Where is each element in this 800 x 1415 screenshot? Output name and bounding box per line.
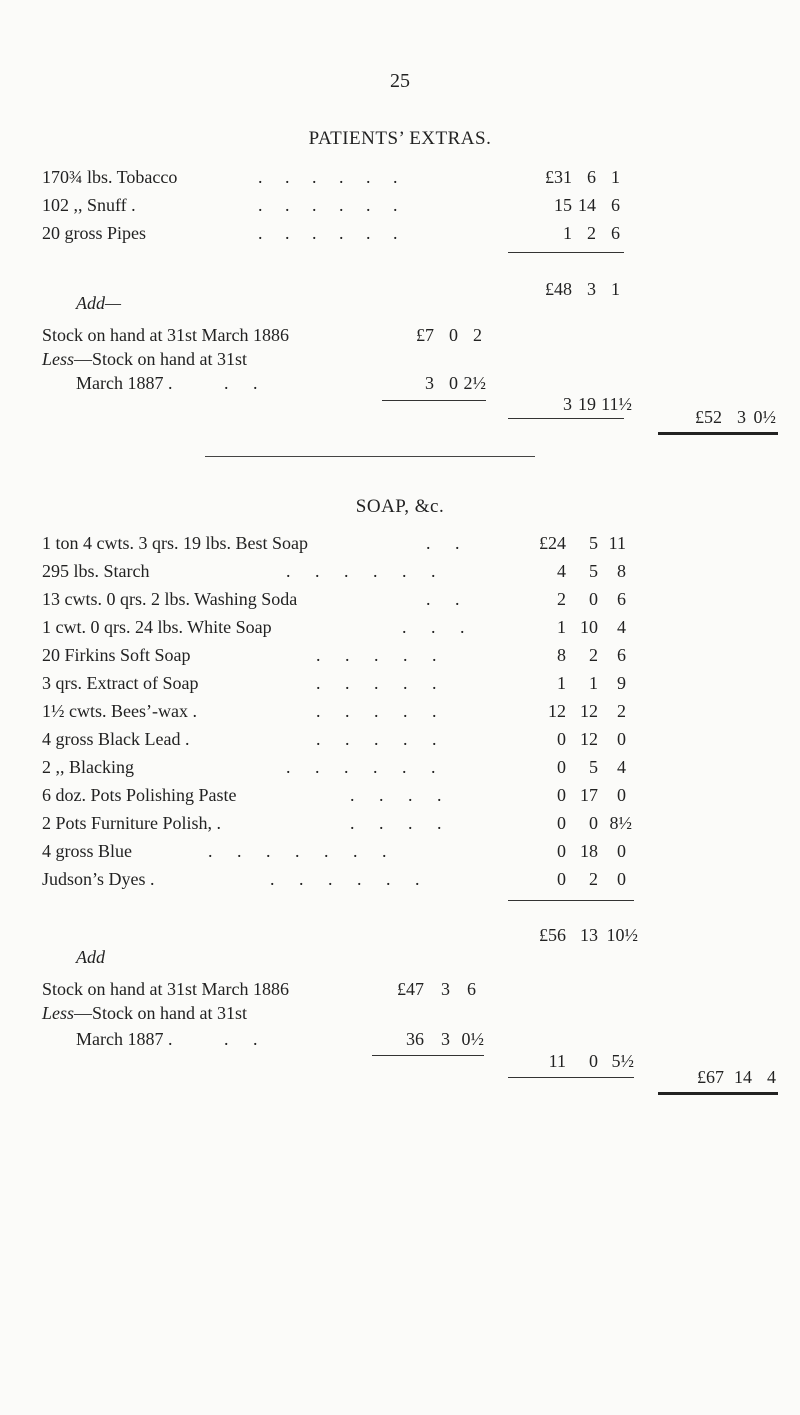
amount-pounds: 0 [557, 841, 566, 861]
stock-1886-text: Stock on hand at 31st March 1886 [42, 979, 289, 999]
leader-dots: . . . . . [316, 673, 447, 693]
leader-dots: . . . . [350, 813, 452, 833]
leader-dots: . . . . . . [286, 757, 446, 777]
difference-pounds: 3 [563, 394, 572, 414]
item-description: 2 Pots Furniture Polish, . [42, 813, 222, 833]
amount-pence: 11 [608, 533, 626, 553]
amount-pence: 8½ [609, 813, 632, 833]
stock-1887-text: —Stock on hand at 31st [74, 1003, 248, 1023]
item-description: 4 gross Black Lead . [42, 729, 190, 749]
stock-1887-date: March 1887 . [76, 1029, 173, 1049]
amount-pence: 6 [611, 223, 620, 243]
amount-shillings: 14 [578, 195, 596, 215]
leader-dots: . . . . . [316, 701, 447, 721]
difference-pounds: 11 [548, 1051, 566, 1071]
amount-pounds: £31 [545, 167, 572, 187]
amount-pence: 1 [611, 167, 620, 187]
item-description: 170¾ lbs. Tobacco [42, 167, 178, 187]
leader-dots: . . . . . . . [208, 841, 397, 861]
amount-pounds: 4 [557, 561, 566, 581]
amount-pence: 0 [617, 841, 626, 861]
section-title-soap: SOAP, &c. [355, 496, 445, 517]
amount-pounds: 1 [557, 673, 566, 693]
less-label: Less [42, 349, 75, 369]
total-pounds: £52 [695, 407, 722, 427]
amount-pounds: 0 [557, 869, 566, 889]
stock-1887-pounds: 3 [425, 373, 434, 393]
amount-shillings: 12 [580, 701, 598, 721]
subtotal-rule [508, 900, 634, 901]
leader-dots: . . . . . . [286, 561, 446, 581]
amount-pence: 0 [617, 869, 626, 889]
stock-1886-shillings: 0 [449, 325, 458, 345]
leader-dots: . . . . . . [258, 195, 407, 215]
amount-shillings: 0 [589, 589, 598, 609]
amount-pounds: 0 [557, 757, 566, 777]
stock-1886-pence: 2 [473, 325, 482, 345]
amount-pounds: 0 [557, 729, 566, 749]
amount-pence: 9 [617, 673, 626, 693]
amount-shillings: 17 [580, 785, 598, 805]
amount-shillings: 2 [589, 645, 598, 665]
amount-pounds: £24 [539, 533, 566, 553]
stock-1886-pounds: £7 [416, 325, 434, 345]
item-description: 1 cwt. 0 qrs. 24 lbs. White Soap [42, 617, 272, 637]
difference-rule [508, 1077, 634, 1078]
add-label: Add— [76, 293, 121, 313]
amount-shillings: 12 [580, 729, 598, 749]
subtotal-pence: 1 [611, 279, 620, 299]
stock-1887-pounds: 36 [406, 1029, 424, 1049]
amount-shillings: 0 [589, 813, 598, 833]
stock-1887-date: March 1887 . [76, 373, 173, 393]
amount-shillings: 1 [589, 673, 598, 693]
amount-shillings: 5 [589, 561, 598, 581]
total-double-rule [658, 1092, 778, 1095]
amount-pounds: 1 [563, 223, 572, 243]
difference-shillings: 19 [578, 394, 596, 414]
stock-1886-pounds: £47 [397, 979, 424, 999]
stock-1886-pence: 6 [467, 979, 476, 999]
leader-dots: . . . . . [316, 645, 447, 665]
amount-pence: 6 [617, 645, 626, 665]
amount-pounds: 15 [554, 195, 572, 215]
amount-pence: 4 [617, 757, 626, 777]
stock-rule [382, 400, 486, 401]
subtotal-shillings: 3 [587, 279, 596, 299]
amount-pounds: 0 [557, 785, 566, 805]
item-description: 4 gross Blue [42, 841, 132, 861]
leader-dots: . . [224, 1029, 268, 1049]
stock-rule [372, 1055, 484, 1056]
subtotal-pence: 10½ [606, 925, 638, 945]
leader-dots: . . . . . . [258, 223, 407, 243]
leader-dots: . . . . . [316, 729, 447, 749]
item-description: 295 lbs. Starch [42, 561, 150, 581]
amount-shillings: 5 [589, 533, 598, 553]
item-description: 3 qrs. Extract of Soap [42, 673, 199, 693]
stock-1886-text: Stock on hand at 31st March 1886 [42, 325, 289, 345]
difference-rule [508, 418, 624, 419]
amount-shillings: 10 [580, 617, 598, 637]
amount-pence: 0 [617, 785, 626, 805]
amount-shillings: 6 [587, 167, 596, 187]
amount-pounds: 8 [557, 645, 566, 665]
leader-dots: . . [224, 373, 268, 393]
less-label: Less [42, 1003, 75, 1023]
section-title-patients-extras: PATIENTS’ EXTRAS. [308, 128, 492, 149]
add-label: Add [76, 947, 105, 967]
amount-shillings: 18 [580, 841, 598, 861]
subtotal-shillings: 13 [580, 925, 598, 945]
amount-shillings: 5 [589, 757, 598, 777]
amount-pounds: 12 [548, 701, 566, 721]
leader-dots: . . . . . . [258, 167, 407, 187]
stock-1887-shillings: 0 [449, 373, 458, 393]
difference-pence: 5½ [611, 1051, 634, 1071]
item-description: 20 gross Pipes [42, 223, 147, 243]
total-double-rule [658, 432, 778, 435]
stock-1887-shillings: 3 [441, 1029, 450, 1049]
stock-1887-text: —Stock on hand at 31st [74, 349, 248, 369]
total-pounds: £67 [697, 1067, 724, 1087]
stock-1886-shillings: 3 [441, 979, 450, 999]
difference-pence: 11½ [601, 394, 632, 414]
item-description: 1½ cwts. Bees’-wax . [42, 701, 197, 721]
stock-1887-pence: 2½ [463, 373, 486, 393]
amount-pence: 6 [617, 589, 626, 609]
leader-dots: . . . . . . [270, 869, 430, 889]
total-shillings: 14 [734, 1067, 752, 1087]
leader-dots: . . [426, 589, 470, 609]
amount-shillings: 2 [589, 869, 598, 889]
item-description: 1 ton 4 cwts. 3 qrs. 19 lbs. Best Soap [42, 533, 309, 553]
amount-pounds: 0 [557, 813, 566, 833]
amount-pounds: 1 [557, 617, 566, 637]
item-description: 102 ,, Snuff . [42, 195, 136, 215]
amount-pence: 0 [617, 729, 626, 749]
amount-pence: 4 [617, 617, 626, 637]
item-description: 13 cwts. 0 qrs. 2 lbs. Washing Soda [42, 589, 298, 609]
subtotal-pounds: £56 [539, 925, 566, 945]
leader-dots: . . . [402, 617, 475, 637]
amount-pence: 8 [617, 561, 626, 581]
item-description: Judson’s Dyes . [42, 869, 155, 889]
total-shillings: 3 [737, 407, 746, 427]
amount-pence: 2 [617, 701, 626, 721]
page-number: 25 [390, 70, 410, 92]
stock-1887-pence: 0½ [461, 1029, 484, 1049]
item-description: 6 doz. Pots Polishing Paste [42, 785, 237, 805]
section-separator [205, 456, 535, 457]
subtotal-rule [508, 252, 624, 253]
item-description: 20 Firkins Soft Soap [42, 645, 191, 665]
leader-dots: . . [426, 533, 470, 553]
total-pence: 0½ [753, 407, 776, 427]
difference-shillings: 0 [589, 1051, 598, 1071]
item-description: 2 ,, Blacking [42, 757, 134, 777]
amount-pence: 6 [611, 195, 620, 215]
total-pence: 4 [767, 1067, 776, 1087]
amount-shillings: 2 [587, 223, 596, 243]
subtotal-pounds: £48 [545, 279, 572, 299]
leader-dots: . . . . [350, 785, 452, 805]
amount-pounds: 2 [557, 589, 566, 609]
